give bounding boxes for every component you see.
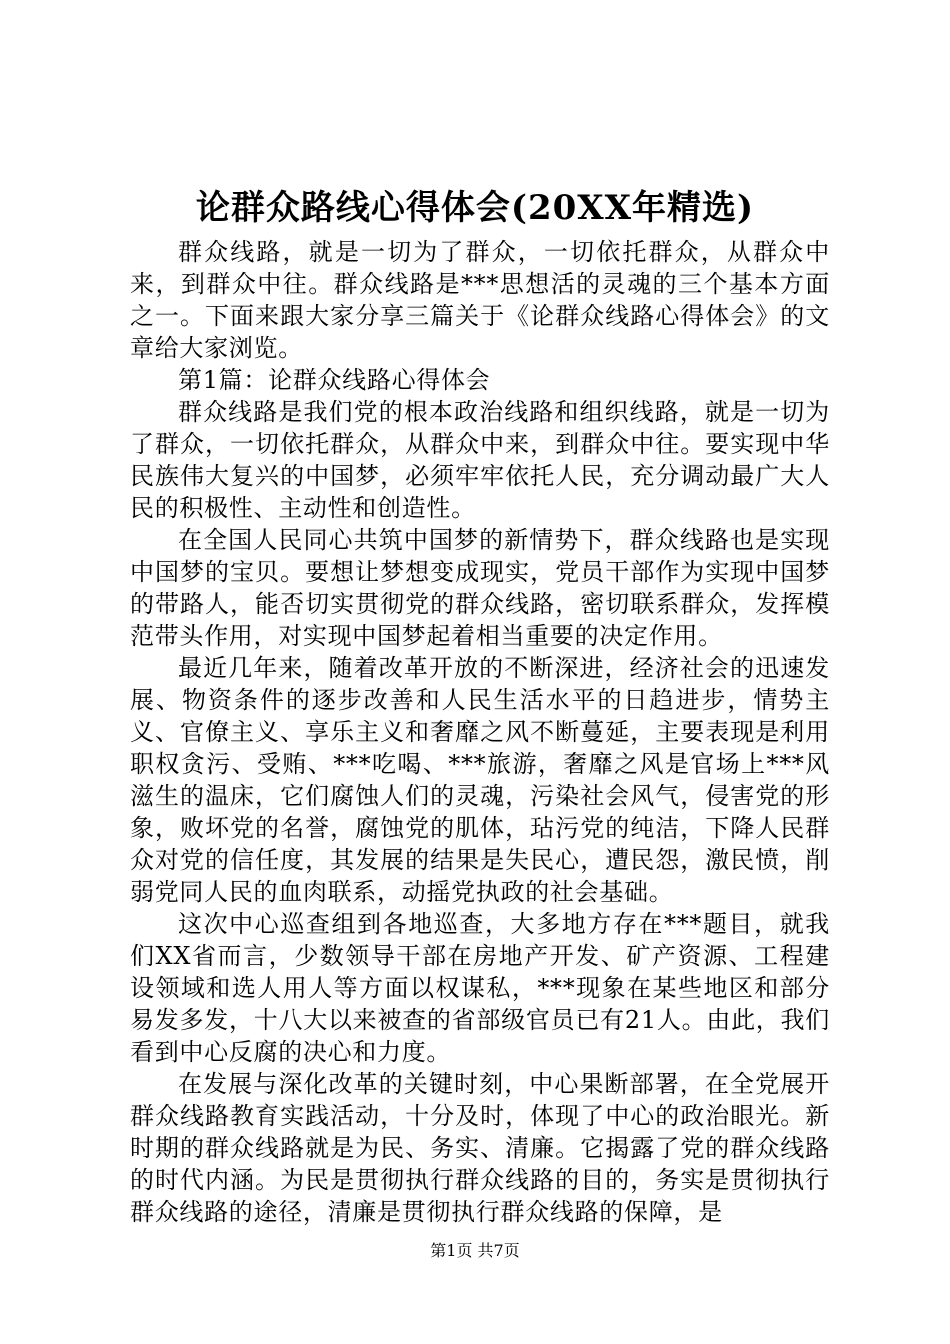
page-number-footer: 第1页 共7页 xyxy=(430,1241,520,1260)
body-paragraph: 这次中心巡查组到各地巡查，大多地方存在***题目，就我们XX省而言，少数领导干部在房地产开发、矿产资源、工程建设领域和选人用人等方面以权谋私，***现象在某些地区和部分易发多发，十八大以来被查的省部级官员已有21人。由此，我们看到中心反腐的决心和力度。 xyxy=(130,910,830,1066)
section-heading: 第1篇：论群众线路心得体会 xyxy=(178,366,491,394)
body-paragraph: 在发展与深化改革的关键时刻，中心果断部署，在全党展开群众线路教育实践活动，十分及时，体现了中心的政治眼光。新时期的群众线路就是为民、务实、清廉。它揭露了党的群众线路的时代内涵。为民是贯彻执行群众线路的目的，务实是贯彻执行群众线路的途径，清廉是贯彻执行群众线路的保障，是 xyxy=(130,1070,830,1226)
body-paragraph: 最近几年来，随着改革开放的不断深进，经济社会的迅速发展、物资条件的逐步改善和人民生活水平的日趋进步，情势主义、官僚主义、享乐主义和奢靡之风不断蔓延，主要表现是利用职权贪污、受贿、***吃喝、***旅游，奢靡之风是官场上***风滋生的温床，它们腐蚀人们的灵魂，污染社会风气，侵害党的形象，败坏党的名誉，腐蚀党的肌体，玷污党的纯洁，下降人民群众对党的信任度，其发展的结果是失民心，遭民怨，激民愤，削弱党同人民的血肉联系，动摇党执政的社会基础。 xyxy=(130,654,830,906)
body-paragraph: 群众线路是我们党的根本政治线路和组织线路，就是一切为了群众，一切依托群众，从群众中来，到群众中往。要实现中华民族伟大复兴的中国梦，必须牢牢依托人民，充分调动最广大人民的积极性、主动性和创造性。 xyxy=(130,398,830,522)
document-body xyxy=(130,236,830,1228)
intro-paragraph: 群众线路，就是一切为了群众，一切依托群众，从群众中来，到群众中往。群众线路是***思想活的灵魂的三个基本方面之一。下面来跟大家分享三篇关于《论群众线路心得体会》的文章给大家浏览。 xyxy=(130,238,830,362)
body-paragraph: 在全国人民同心共筑中国梦的新情势下，群众线路也是实现中国梦的宝贝。要想让梦想变成现实，党员干部作为实现中国梦的带路人，能否切实贯彻党的群众线路，密切联系群众，发挥模范带头作用，对实现中国梦起着相当重要的决定作用。 xyxy=(130,526,830,650)
document-title: 论群众路线心得体会(20XX年精选) xyxy=(195,188,755,228)
